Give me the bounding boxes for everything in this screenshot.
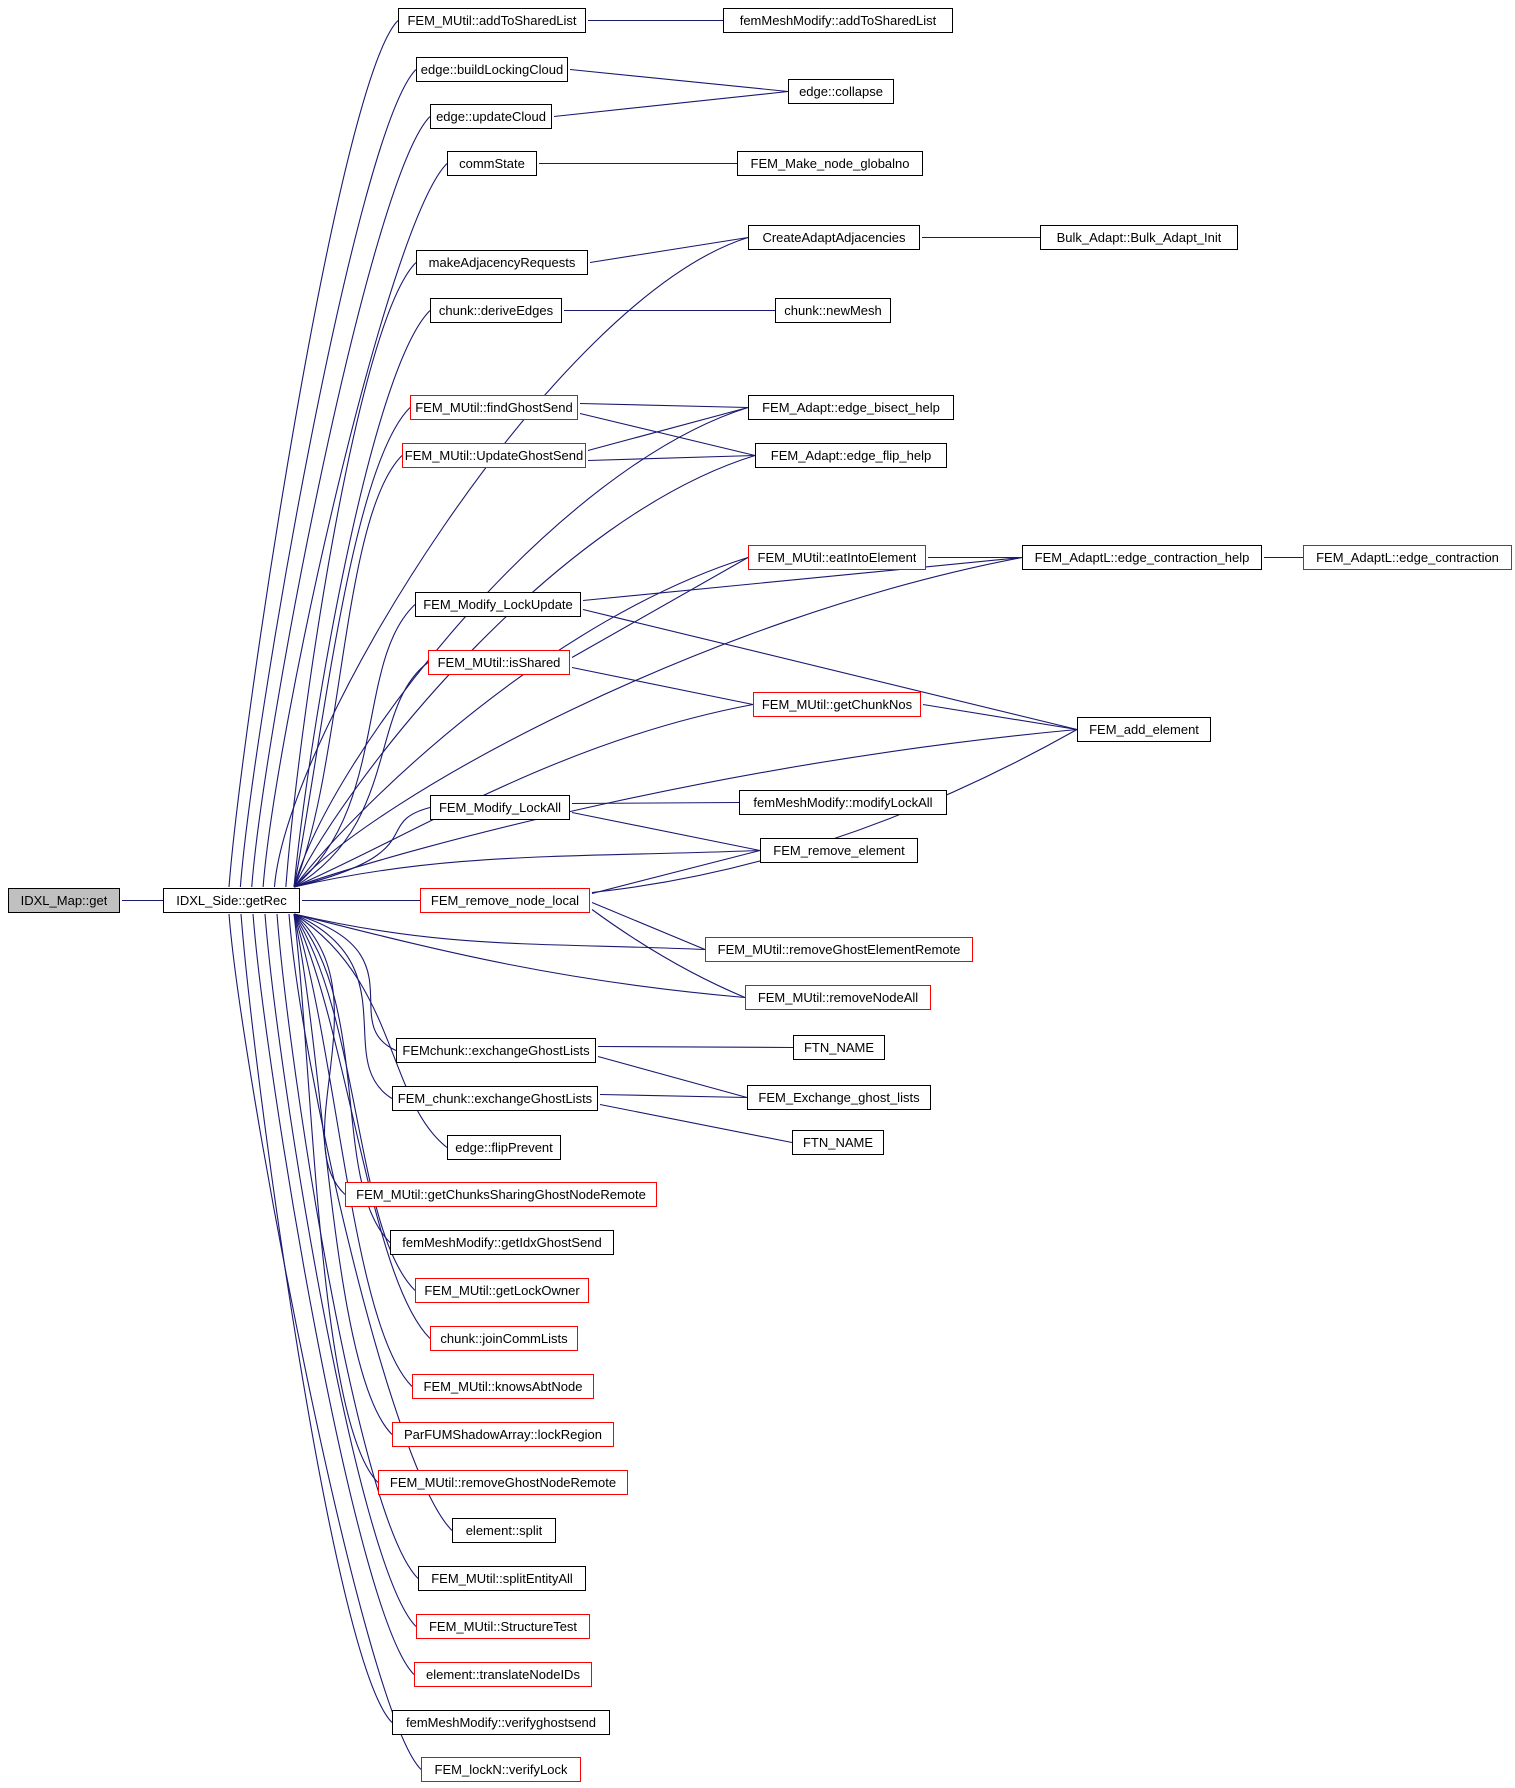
node-label: FTN_NAME (803, 1040, 875, 1055)
node-bisecthelp[interactable] (748, 395, 954, 420)
node-label: chunk::joinCommLists (440, 1331, 568, 1346)
edge-buildlockingcloud-getrec (240, 70, 416, 888)
node-label: FEM_Make_node_globalno (750, 156, 910, 171)
node-translatenodeids[interactable] (414, 1662, 592, 1687)
node-label: element::translateNodeIDs (426, 1667, 580, 1682)
node-label: FEM_lockN::verifyLock (434, 1762, 568, 1777)
node-label: FEM_MUtil::splitEntityAll (431, 1571, 573, 1586)
node-joincommlists[interactable] (430, 1326, 578, 1351)
node-ftnname2[interactable] (792, 1130, 884, 1155)
node-makeadjreq[interactable] (416, 250, 588, 275)
node-label: FEM_remove_node_local (430, 893, 580, 908)
node-lockupdate[interactable] (415, 592, 581, 617)
node-label: makeAdjacencyRequests (428, 255, 576, 270)
node-label: edge::collapse (799, 84, 883, 99)
node-label: FEM_MUtil::getChunksSharingGhostNodeRemote (356, 1187, 646, 1202)
node-elementsplit[interactable] (452, 1518, 556, 1543)
node-label: FEM_Exchange_ghost_lists (758, 1090, 920, 1105)
node-lockall[interactable] (430, 795, 570, 820)
edge-collapse-buildlockingcloud (570, 70, 788, 92)
node-label: FEM_Adapt::edge_flip_help (770, 448, 932, 463)
node-label: FEM_Adapt::edge_bisect_help (762, 400, 940, 415)
node-label: FEM_MUtil::getLockOwner (424, 1283, 580, 1298)
node-exchangeghostlists[interactable] (747, 1085, 931, 1110)
node-label: edge::updateCloud (436, 109, 546, 124)
node-label: edge::flipPrevent (455, 1140, 553, 1155)
node-label: IDXL_Side::getRec (176, 893, 287, 908)
node-label: FEM_MUtil::removeNodeAll (757, 990, 919, 1005)
node-label: FEM_chunk::exchangeGhostLists (397, 1091, 593, 1106)
node-label: chunk::deriveEdges (438, 303, 554, 318)
node-fmm_addtoshared[interactable] (723, 8, 953, 33)
node-flipprevent[interactable] (447, 1135, 561, 1160)
edge-exchangeghostlists-femchunk2_exch (600, 1095, 747, 1098)
node-label: FEM_MUtil::removeGhostNodeRemote (389, 1475, 617, 1490)
node-structuretest[interactable] (416, 1614, 590, 1639)
edge-findghostsend-getrec (294, 408, 410, 888)
node-removeghostelremote[interactable] (705, 937, 973, 962)
node-createadaptadj[interactable] (748, 225, 920, 250)
node-removenodeall[interactable] (745, 985, 931, 1010)
node-getchunkssharing[interactable] (345, 1182, 657, 1207)
node-label: FTN_NAME (802, 1135, 874, 1150)
node-removeelement[interactable] (760, 838, 918, 863)
node-label: chunk::newMesh (784, 303, 882, 318)
node-deriveedges[interactable] (430, 298, 562, 323)
edge-lockregion-getrec (294, 914, 392, 1435)
edge-exchangeghostlists-femchunk_exch (598, 1057, 747, 1098)
node-getlockowner[interactable] (415, 1278, 589, 1303)
node-verifyghostsend[interactable] (392, 1710, 610, 1735)
edge-collapse-updatecloud (554, 92, 788, 117)
edge-addelement-getchunknos (923, 705, 1077, 730)
node-collapse[interactable] (788, 79, 894, 104)
edge-fliphelp-updateghostsend (588, 456, 755, 461)
node-modifylockall[interactable] (739, 790, 947, 815)
edge-updateghostsend-getrec (294, 456, 402, 888)
node-label: edge::buildLockingCloud (420, 62, 564, 77)
node-label: femMeshModify::getIdxGhostSend (402, 1235, 602, 1250)
node-label: FEM_MUtil::getChunkNos (761, 697, 913, 712)
edge-bisecthelp-findghostsend (580, 404, 748, 408)
node-removeghostnoderemote[interactable] (378, 1470, 628, 1495)
node-isshared[interactable] (428, 650, 570, 675)
node-buildlockingcloud[interactable] (416, 57, 568, 82)
node-label: FEM_MUtil::StructureTest (428, 1619, 578, 1634)
edge-eatintoelement-isshared (572, 558, 748, 658)
node-label: FEM_add_element (1089, 722, 1199, 737)
node-fliphelp[interactable] (755, 443, 947, 468)
node-femchunk_exch[interactable] (396, 1038, 596, 1063)
edge-isshared-getrec (294, 663, 428, 888)
node-getchunknos[interactable] (753, 692, 921, 717)
node-label: CreateAdaptAdjacencies (762, 230, 906, 245)
node-label: Bulk_Adapt::Bulk_Adapt_Init (1056, 230, 1222, 245)
node-addelement[interactable] (1077, 717, 1211, 742)
edge-createadaptadj-makeadjreq (590, 238, 748, 263)
node-knowsabtnode[interactable] (412, 1374, 594, 1399)
edge-removeelement-lockall (572, 813, 760, 851)
edge-knowsabtnode-getrec (294, 914, 412, 1387)
node-ftnname1[interactable] (793, 1035, 885, 1060)
node-label: commState (459, 156, 525, 171)
node-label: FEM_MUtil::removeGhostElementRemote (717, 942, 961, 957)
edge-ftnname1-femchunk_exch (598, 1047, 793, 1048)
node-label: femMeshModify::modifyLockAll (753, 795, 933, 810)
edge-verifyghostsend-getrec (241, 914, 392, 1723)
node-eatintoelement[interactable] (748, 545, 926, 570)
node-femchunk2_exch[interactable] (392, 1086, 598, 1111)
node-bulkadaptinit[interactable] (1040, 225, 1238, 250)
node-removenodelocal[interactable] (420, 888, 590, 913)
edge-removeelement-removenodelocal (592, 851, 760, 894)
node-verifylock[interactable] (421, 1757, 581, 1782)
node-label: FEM_AdaptL::edge_contraction (1316, 550, 1499, 565)
edge-fliphelp-findghostsend (580, 414, 755, 456)
node-updatecloud[interactable] (430, 104, 552, 129)
node-makenodeglobalno[interactable] (737, 151, 923, 176)
node-commstate[interactable] (447, 151, 537, 176)
node-label: element::split (465, 1523, 543, 1538)
node-label: FEM_MUtil::isShared (437, 655, 561, 670)
node-label: FEM_MUtil::UpdateGhostSend (404, 448, 584, 463)
node-getrec[interactable] (163, 888, 300, 913)
node-label: FEM_MUtil::findGhostSend (415, 400, 573, 415)
node-label: FEM_Modify_LockUpdate (423, 597, 573, 612)
node-label: IDXL_Map::get (20, 893, 108, 908)
node-label: FEM_MUtil::knowsAbtNode (423, 1379, 583, 1394)
node-newmesh[interactable] (775, 298, 891, 323)
edge-getchunknos-isshared (572, 668, 753, 705)
edge-joincommlists-getrec (294, 914, 430, 1339)
node-lockregion[interactable] (392, 1422, 614, 1447)
node-label: FEMchunk::exchangeGhostLists (402, 1043, 590, 1058)
node-get (8, 888, 120, 913)
edge-verifylock-getrec (229, 914, 421, 1770)
node-label: femMeshModify::verifyghostsend (405, 1715, 597, 1730)
edge-addelement-getrec (294, 730, 1077, 888)
node-getidxghostsend[interactable] (390, 1230, 614, 1255)
edge-modifylockall-lockall (572, 803, 739, 804)
node-findghostsend[interactable] (410, 395, 578, 420)
node-contraction[interactable] (1303, 545, 1512, 570)
node-addtoshared[interactable] (398, 8, 586, 33)
node-splitentityall[interactable] (418, 1566, 586, 1591)
node-label: FEM_MUtil::addToSharedList (407, 13, 577, 28)
node-label: FEM_Modify_LockAll (438, 800, 562, 815)
node-label: FEM_remove_element (773, 843, 905, 858)
node-label: ParFUMShadowArray::lockRegion (404, 1427, 602, 1442)
node-updateghostsend[interactable] (402, 443, 586, 468)
node-label: FEM_AdaptL::edge_contraction_help (1034, 550, 1250, 565)
node-label: femMeshModify::addToSharedList (739, 13, 937, 28)
node-contractionhelp[interactable] (1022, 545, 1262, 570)
node-label: FEM_MUtil::eatIntoElement (757, 550, 917, 565)
edge-removeghostelremote-removenodelocal (592, 903, 705, 950)
